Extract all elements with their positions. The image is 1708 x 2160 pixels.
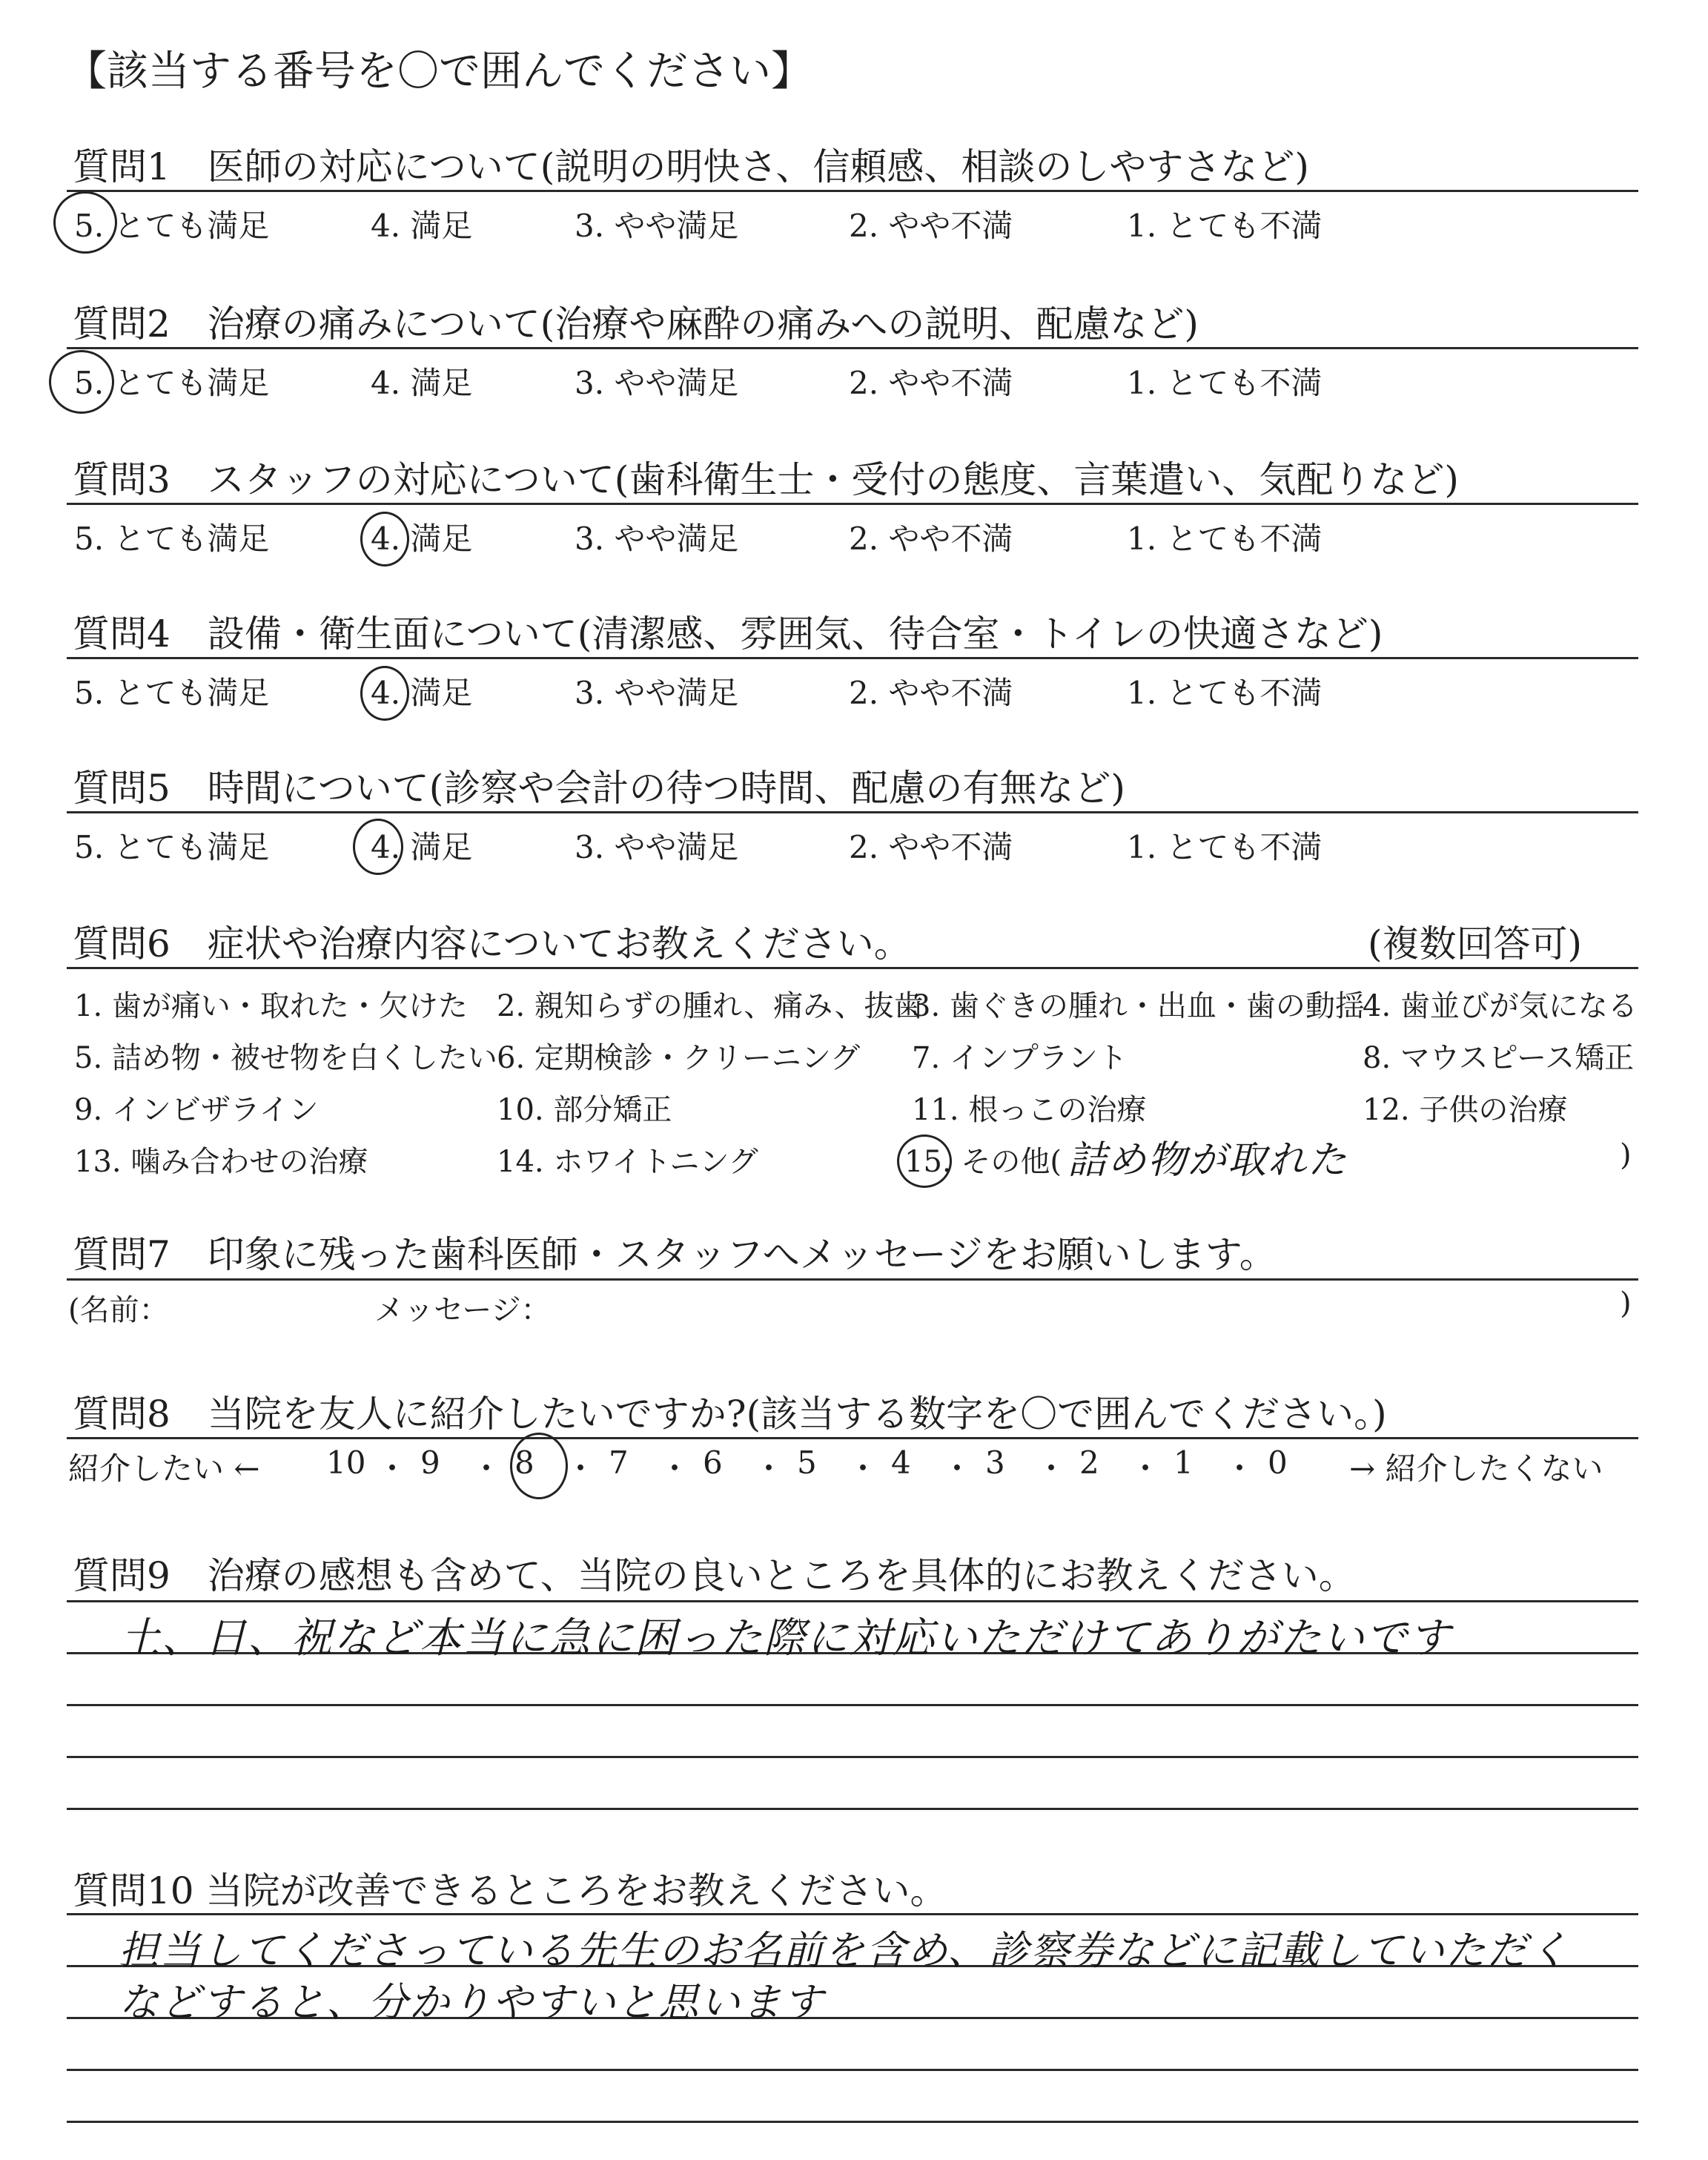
q6-item-9[interactable]: 9. インビザライン [74,1093,319,1127]
q5-option-2[interactable]: 2. やや不満 [849,829,1013,865]
question-10-title: 質問10 当院が改善できるところをお教えください。 [73,1869,947,1912]
q9-line-4 [67,1756,1638,1758]
question-3-rule [67,503,1638,505]
q2-selection-circle [49,350,114,414]
q2-option-4[interactable]: 4. 満足 [371,365,473,401]
q5-option-4[interactable]: 4. 満足 [371,829,473,865]
q4-option-3[interactable]: 3. やや満足 [575,675,739,711]
q8-scale-value-7[interactable]: 7 [609,1444,629,1481]
q1-option-2[interactable]: 2. やや不満 [849,208,1013,244]
q9-handwritten-answer: 土、日、祝など本当に急に困った際に対応いただけてありがたいです [119,1614,1452,1662]
q6-item-11[interactable]: 11. 根っこの治療 [912,1093,1147,1127]
q8-scale-separator: ・ [1130,1450,1162,1487]
q8-left-label: 紹介したい ← [68,1450,260,1487]
q9-line-3 [67,1704,1638,1706]
q10-line-1 [67,1913,1638,1915]
question-2-rule [67,347,1638,349]
q3-option-2[interactable]: 2. やや不満 [849,521,1013,557]
q4-option-1[interactable]: 1. とても不満 [1127,675,1323,711]
question-9-title: 質問9 治療の感想も含めて、当院の良いところを具体的にお教えください。 [73,1554,1356,1597]
q8-scale-value-9[interactable]: 9 [420,1444,440,1481]
question-4-rule [67,657,1638,659]
q10-handwritten-answer-line-2: などすると、分かりやすいと思います [119,1979,824,2026]
q9-line-5 [67,1808,1638,1810]
q6-item-8[interactable]: 8. マウスピース矯正 [1363,1041,1635,1075]
q1-option-5[interactable]: 5. とても満足 [74,208,270,244]
q6-item-15-selection-circle [897,1135,952,1188]
q8-scale-separator: ・ [565,1450,597,1487]
q6-item-4[interactable]: 4. 歯並びが気になる [1363,989,1638,1023]
q6-other-handwritten-answer: 詰め物が取れた [1068,1138,1348,1183]
q8-scale-value-2[interactable]: 2 [1079,1444,1099,1481]
q7-message-label: メッセージ： [374,1293,551,1327]
q6-item-3[interactable]: 3. 歯ぐきの腫れ・出血・歯の動揺 [912,989,1365,1023]
q6-item-1[interactable]: 1. 歯が痛い・取れた・欠けた [74,989,468,1023]
q8-scale-separator: ・ [847,1450,879,1487]
page-heading: 【該当する番号を〇で囲んでください】 [65,47,812,96]
q10-line-4 [67,2069,1638,2071]
q8-scale-value-10[interactable]: 10 [326,1444,366,1481]
question-6-note: (複数回答可) [1368,922,1583,965]
q5-option-1[interactable]: 1. とても不満 [1127,829,1323,865]
question-6-rule [67,967,1638,969]
q3-option-1[interactable]: 1. とても不満 [1127,521,1323,557]
q6-item-10[interactable]: 10. 部分矯正 [497,1093,672,1127]
q7-name-label: (名前： [68,1293,169,1327]
q4-option-4[interactable]: 4. 満足 [371,675,473,711]
q6-item-15-label[interactable]: 15. その他( [904,1145,1062,1179]
q2-option-2[interactable]: 2. やや不満 [849,365,1013,401]
question-8-title: 質問8 当院を友人に紹介したいですか?(該当する数字を〇で囲んでください。) [73,1393,1387,1436]
q8-scale-value-6[interactable]: 6 [703,1444,723,1481]
q8-scale-value-1[interactable]: 1 [1174,1444,1194,1481]
question-5-title: 質問5 時間について(診察や会計の待つ時間、配慮の有無など) [73,767,1125,810]
q1-selection-circle [53,191,117,254]
q6-item-6[interactable]: 6. 定期検診・クリーニング [497,1041,861,1075]
q8-scale-separator: ・ [753,1450,785,1487]
q8-scale-value-3[interactable]: 3 [985,1444,1005,1481]
q3-option-4[interactable]: 4. 満足 [371,521,473,557]
q8-scale-separator: ・ [377,1450,408,1487]
q8-scale-value-0[interactable]: 0 [1268,1444,1288,1481]
question-8-rule [67,1437,1638,1439]
q3-option-5[interactable]: 5. とても満足 [74,521,270,557]
q1-option-3[interactable]: 3. やや満足 [575,208,739,244]
q2-option-3[interactable]: 3. やや満足 [575,365,739,401]
question-2-title: 質問2 治療の痛みについて(治療や麻酔の痛みへの説明、配慮など) [73,303,1199,346]
q8-scale-separator: ・ [1036,1450,1068,1487]
q2-option-1[interactable]: 1. とても不満 [1127,365,1323,401]
q5-option-5[interactable]: 5. とても満足 [74,829,270,865]
q6-item-13[interactable]: 13. 噛み合わせの治療 [74,1145,368,1179]
question-1-title: 質問1 医師の対応について(説明の明快さ、信頼感、相談のしやすさなど) [73,145,1309,188]
question-6-title: 質問6 症状や治療内容についてお教えください。 [73,922,911,965]
question-3-title: 質問3 スタッフの対応について(歯科衛生士・受付の態度、言葉遣い、気配りなど) [73,458,1459,501]
q3-selection-circle [360,512,409,567]
q8-scale-value-4[interactable]: 4 [891,1444,911,1481]
q6-item-14[interactable]: 14. ホワイトニング [497,1145,758,1179]
q9-line-1 [67,1600,1638,1602]
q6-item-5[interactable]: 5. 詰め物・被せ物を白くしたい [74,1041,497,1075]
q4-option-5[interactable]: 5. とても満足 [74,675,270,711]
question-1-rule [67,190,1638,192]
q8-scale-separator: ・ [941,1450,973,1487]
q8-scale-separator: ・ [1224,1450,1256,1487]
question-7-rule [67,1278,1638,1281]
q10-line-5 [67,2121,1638,2123]
q5-selection-circle [353,819,403,875]
q8-scale-separator: ・ [659,1450,691,1487]
q8-scale-value-5[interactable]: 5 [797,1444,817,1481]
q4-selection-circle [360,666,409,721]
q7-close: ) [1620,1287,1632,1321]
q6-item-12[interactable]: 12. 子供の治療 [1363,1093,1568,1127]
q3-option-3[interactable]: 3. やや満足 [575,521,739,557]
q6-item-7[interactable]: 7. インプラント [912,1041,1128,1075]
q2-option-5[interactable]: 5. とても満足 [74,365,270,401]
q1-option-4[interactable]: 4. 満足 [371,208,473,244]
q1-option-1[interactable]: 1. とても不満 [1127,208,1323,244]
q8-right-label: → 紹介したくない [1349,1450,1603,1487]
question-5-rule [67,811,1638,813]
q5-option-3[interactable]: 3. やや満足 [575,829,739,865]
question-4-title: 質問4 設備・衛生面について(清潔感、雰囲気、待合室・トイレの快適さなど) [73,612,1383,655]
q6-item-15-close: ) [1620,1138,1632,1172]
q8-scale-separator: ・ [471,1450,503,1487]
question-7-title: 質問7 印象に残った歯科医師・スタッフへメッセージをお願いします。 [73,1233,1277,1276]
q6-item-2[interactable]: 2. 親知らずの腫れ、痛み、抜歯 [497,989,924,1023]
q8-scale-value-8[interactable]: 8 [514,1444,534,1481]
q10-handwritten-answer-line-1: 担当してくださっている先生のお名前を含め、診察券などに記載していただく [119,1927,1570,1974]
q8-selection-circle [510,1433,568,1499]
q4-option-2[interactable]: 2. やや不満 [849,675,1013,711]
